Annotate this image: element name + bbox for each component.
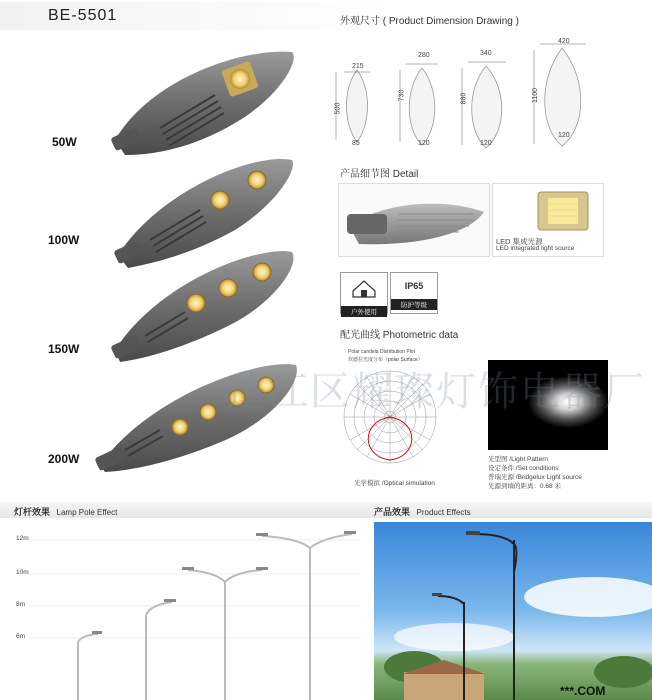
wattage-100w: 100W xyxy=(48,233,80,247)
pattern-line-3: 普瑞光源 /Bridgelux Light source xyxy=(488,474,582,481)
dim-width-4: 420 xyxy=(558,38,570,45)
dimension-drawings xyxy=(330,30,652,150)
wattage-150w: 150W xyxy=(48,342,80,356)
product-effect-title xyxy=(374,505,471,518)
lamp-150w-image xyxy=(110,251,293,362)
lamp-gallery xyxy=(0,40,330,500)
model-number: BE-5501 xyxy=(48,7,118,24)
lamp-pole-title-cn: 灯杆效果 xyxy=(14,507,51,517)
detail-title: 产品细节图 Detail xyxy=(340,169,419,180)
pole-height-6m: 6m xyxy=(16,633,26,640)
pole-height-10m: 10m xyxy=(16,569,29,576)
lamp-100w-image xyxy=(113,159,293,268)
pole-height-12m: 12m xyxy=(16,535,29,542)
lamp-pole-title-en: Lamp Pole Effect xyxy=(56,508,118,517)
dim-base-3: 120 xyxy=(480,140,492,147)
pole-height-8m: 8m xyxy=(16,601,26,608)
footer-watermark: ***.COM xyxy=(560,684,606,698)
ip65-icon: IP65 xyxy=(404,281,424,291)
lamp-pole-title xyxy=(14,505,117,518)
product-effect-title-en: Product Effects xyxy=(416,508,471,517)
lamp-50w-image xyxy=(110,52,293,155)
product-effect-title-cn: 产品效果 xyxy=(374,507,411,517)
polar-chart-title-2: 坎德拉光度分布（polar Surface） xyxy=(348,357,423,363)
dim-height-1: 500 xyxy=(334,102,342,115)
polar-chart-title-1: Polar candela Distribution Plot xyxy=(348,349,415,355)
product-effect-photo xyxy=(374,522,652,700)
dim-height-4: 1100 xyxy=(532,87,540,104)
pattern-line-2: 设定条件 /Set conditions xyxy=(488,465,559,472)
dim-base-1: 85 xyxy=(352,140,360,147)
lamp-pole-diagram xyxy=(0,520,365,700)
dim-height-3: 880 xyxy=(460,92,468,105)
optical-simulation-label: 光学模拟 /Optical simulation xyxy=(354,480,435,487)
wattage-50w: 50W xyxy=(52,135,77,149)
dim-width-3: 340 xyxy=(480,50,492,57)
wattage-200w: 200W xyxy=(48,452,80,466)
dim-base-2: 120 xyxy=(418,140,430,147)
badge-outdoor-label: 户外使用 xyxy=(341,306,387,317)
badge-ip65-label: 防护等级 xyxy=(391,299,437,310)
dim-width-2: 280 xyxy=(418,52,430,59)
badge-ip65 xyxy=(390,272,438,314)
pattern-line-4: 光源到墙的距离：0.68 米 xyxy=(488,483,561,490)
pattern-line-1: 光型图 /Light Pattern xyxy=(488,456,548,463)
dim-width-1: 215 xyxy=(352,63,364,70)
photometric-title: 配光曲线 Photometric data xyxy=(340,330,459,341)
dim-height-2: 730 xyxy=(398,89,406,102)
dim-base-4: 120 xyxy=(558,132,570,139)
watermark-text: 蓬江区耀璨灯饰电器厂 xyxy=(226,369,646,415)
led-source-cn: LED 集成光源 xyxy=(496,237,543,246)
house-outdoor-icon xyxy=(341,273,387,301)
badge-outdoor xyxy=(340,272,388,314)
led-source-en: LED integrated light source xyxy=(496,245,575,252)
dimension-title: 外观尺寸 ( Product Dimension Drawing ) xyxy=(340,16,519,27)
detail-image-housing xyxy=(338,183,490,257)
